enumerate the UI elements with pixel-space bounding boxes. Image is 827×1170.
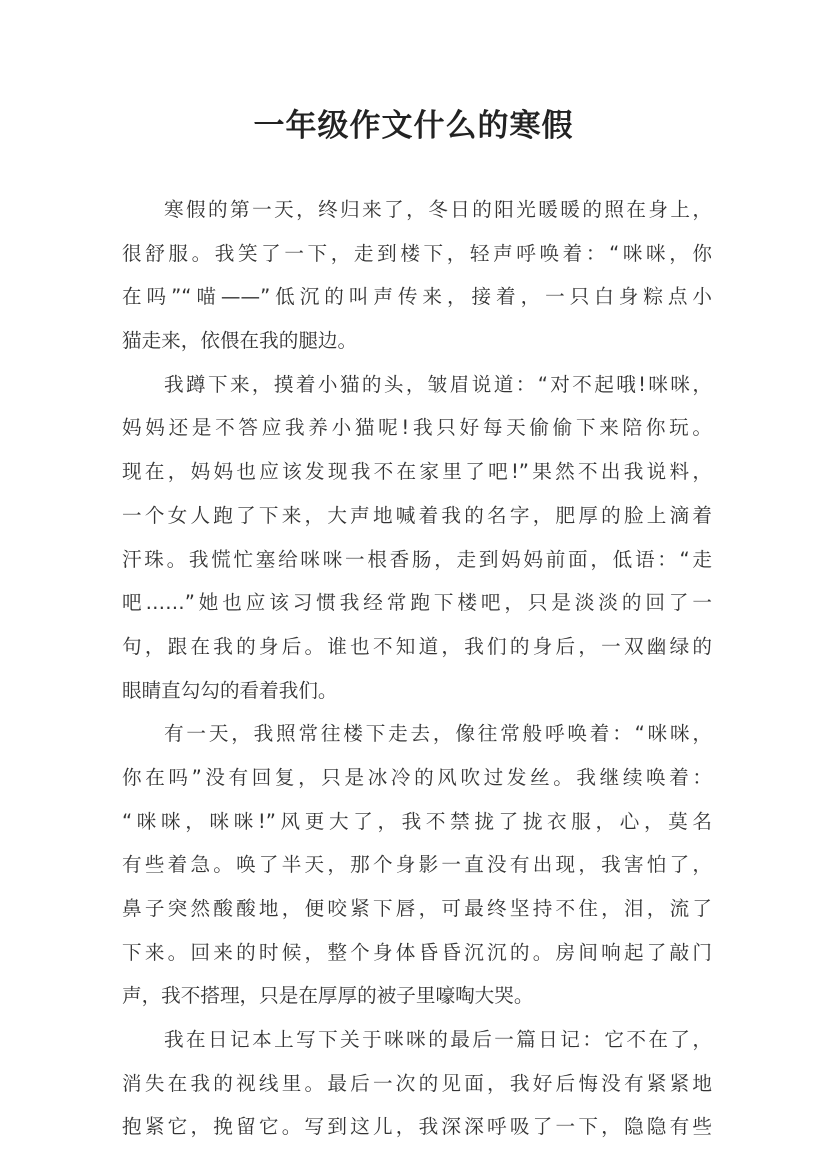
paragraph-line: 现在，妈妈也应该发现我不在家里了吧!”果然不出我说料， — [122, 460, 712, 484]
paragraph-line: 有些着急。唤了半天，那个身影一直没有出现，我害怕了， — [122, 853, 712, 877]
paragraph-line: 寒假的第一天，终归来了，冬日的阳光暖暖的照在身上， — [164, 198, 712, 221]
paragraph-line: 抱紧它，挽留它。写到这儿，我深深呼吸了一下，隐隐有些 — [122, 1115, 712, 1139]
paragraph-line: 猫走来，依偎在我的腿边。 — [122, 329, 358, 353]
paragraph-line: 句，跟在我的身后。谁也不知道，我们的身后，一双幽绿的 — [122, 634, 712, 658]
paragraph-line: 汗珠。我慌忙塞给咪咪一根香肠，走到妈妈前面，低语：“走 — [122, 547, 712, 571]
paragraph-line: 妈妈还是不答应我养小猫呢!我只好每天偷偷下来陪你玩。 — [122, 416, 712, 440]
paragraph-line: 声，我不搭理，只是在厚厚的被子里嚎啕大哭。 — [122, 984, 534, 1008]
paragraph-line: 眼睛直勾勾的看着我们。 — [122, 678, 338, 702]
paragraph-line: 在吗”“喵——”低沉的叫声传来，接着，一只白身粽点小 — [122, 285, 712, 309]
paragraph-line: 消失在我的视线里。最后一次的见面，我好后悔没有紧紧地 — [122, 1071, 712, 1095]
paragraph-line: “咪咪，咪咪!”风更大了，我不禁拢了拢衣服，心，莫名 — [122, 809, 712, 833]
paragraph-line: 下来。回来的时候，整个身体昏昏沉沉的。房间响起了敲门 — [122, 940, 712, 964]
paragraph-line: 有一天，我照常往楼下走去，像往常般呼唤着：“咪咪， — [164, 722, 712, 746]
paragraph-line: 我蹲下来，摸着小猫的头，皱眉说道：“对不起哦!咪咪， — [164, 372, 712, 396]
document-body — [122, 195, 712, 1156]
paragraph-line: 吧……”她也应该习惯我经常跑下楼吧，只是淡淡的回了一 — [122, 591, 712, 615]
paragraph-line: 一个女人跑了下来，大声地喊着我的名字，肥厚的脸上滴着 — [122, 503, 712, 527]
document-title: 一年级作文什么的寒假 — [253, 108, 574, 144]
paragraph-line: 很舒服。我笑了一下，走到楼下，轻声呼唤着：“咪咪，你 — [122, 241, 712, 265]
paragraph-line: 你在吗”没有回复，只是冰冷的风吹过发丝。我继续唤着： — [122, 765, 712, 789]
paragraph-line: 鼻子突然酸酸地，便咬紧下唇，可最终坚持不住，泪，流了 — [122, 897, 712, 920]
paragraph-line: 我在日记本上写下关于咪咪的最后一篇日记：它不在了， — [164, 1028, 712, 1052]
